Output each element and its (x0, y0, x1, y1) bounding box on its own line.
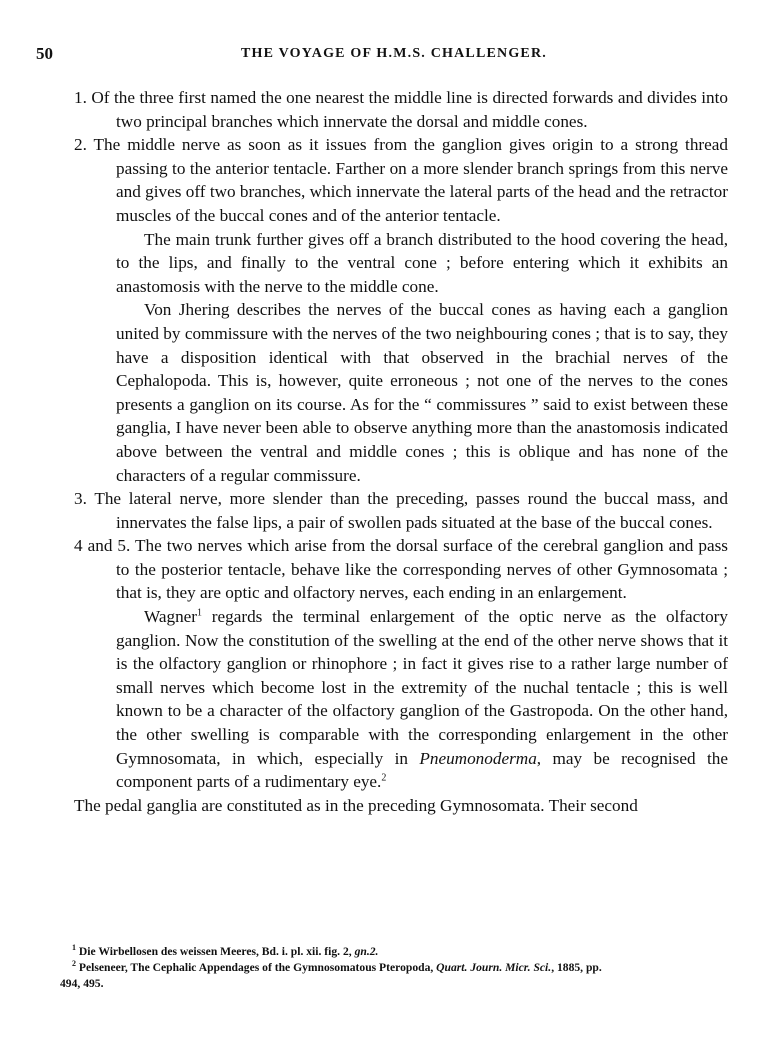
footnote-2-text: Pelseneer, The Cephalic Appendages of the Gymnosomatous Pteropoda, (76, 961, 437, 974)
footnote-ref-2: 2 (381, 772, 387, 784)
footnote-2 (60, 960, 728, 976)
paragraph-wagner (74, 605, 728, 794)
footnote-2-journal: Quart. Journ. Micr. Sci. (436, 961, 552, 974)
paragraph-item-2: 2. The middle nerve as soon as it issues from the ganglion gives origin to a strong thread passing to the anterior tentacle. Farther on a more slender branch springs from this nerve and gives off two branches, which innervate the lateral parts of the head and the retractor muscles of the buccal cones and of the anterior tentacle. (74, 135, 728, 225)
paragraph-items-4-5: 4 and 5. The two nerves which arise from the dorsal surface of the cerebral ganglion and pass to the posterior tentacle, behave like the corresponding nerves of other Gymnosomata ; that is, they are optic and olfactory nerves, each ending in an enlargement. (74, 536, 728, 603)
wagner-text-a: regards the terminal enlargement of the optic nerve as the olfactory ganglion. Now the constitution of the swelling at the end of the other nerve shows that it is the olfactory ganglion or rhinophore ; in fact it gives rise to a rather large number of small nerves which become lost in the extremity of the nuchal tentacle ; this is well known to be a character of the olfactory ganglion of the Gastropoda. On the other hand, the other swelling is comparable with the corresponding enlargement in the other Gymnosomata, in which, especially in (116, 607, 728, 768)
page-header (36, 44, 752, 68)
footnote-ref-1: 1 (197, 607, 203, 619)
running-title: THE VOYAGE OF H.M.S. CHALLENGER. (241, 46, 547, 61)
paragraph-item-3: 3. The lateral nerve, more slender than the preceding, passes round the buccal mass, and innervates the false lips, a pair of swollen pads situated at the base of the buccal cones. (74, 489, 728, 532)
footnote-1-text: Die Wirbellosen des weissen Meeres, Bd. i. pl. xii. fig. 2, (76, 945, 355, 958)
body-text (74, 86, 728, 817)
footnote-2-end: , 1885, pp. (551, 961, 602, 974)
paragraph-von-jhering: Von Jhering describes the nerves of the buccal cones as having each a ganglion united by commissure with the nerves of the two neighbouring cones ; that is to say, they have a disposition identical with that observed in the brachial nerves of the Cephalopoda. This is, however, quite erroneous ; not one of the nerves to the cones presents a ganglion on its course. As for the “ commissures ” said to exist between these ganglia, I have never been able to observe anything more than the anastomosis indicated above between the ventral and middle cones ; this is oblique and has none of the characters of a regular commissure. (116, 300, 728, 485)
footnote-1 (60, 944, 728, 960)
footnotes (60, 944, 728, 992)
wagner-name: Wagner (144, 607, 198, 627)
footnote-2-continuation: 494, 495. (60, 977, 104, 990)
paragraph-item-2-continued: The main trunk further gives off a branch distributed to the hood covering the head, to the lips, and finally to the ventral cone ; before entering which it exhibits an anastomosis with the nerve to the middle cone. (116, 229, 728, 296)
footnote-1-number: 1 (72, 943, 76, 953)
wagner-text-b: , may be recognised the component parts of a rudimentary eye. (116, 748, 728, 792)
page-number: 50 (36, 44, 53, 63)
footnote-1-italic: gn.2. (354, 945, 379, 958)
footnote-2-number: 2 (72, 959, 76, 969)
pneumonoderma-italic: Pneumonoderma (419, 748, 537, 768)
paragraph-item-1: 1. Of the three first named the one nearest the middle line is directed forwards and divides into two principal branches which innervate the dorsal and middle cones. (74, 88, 728, 131)
paragraph-pedal-ganglia: The pedal ganglia are constituted as in the preceding Gymnosomata. Their second (74, 795, 638, 815)
